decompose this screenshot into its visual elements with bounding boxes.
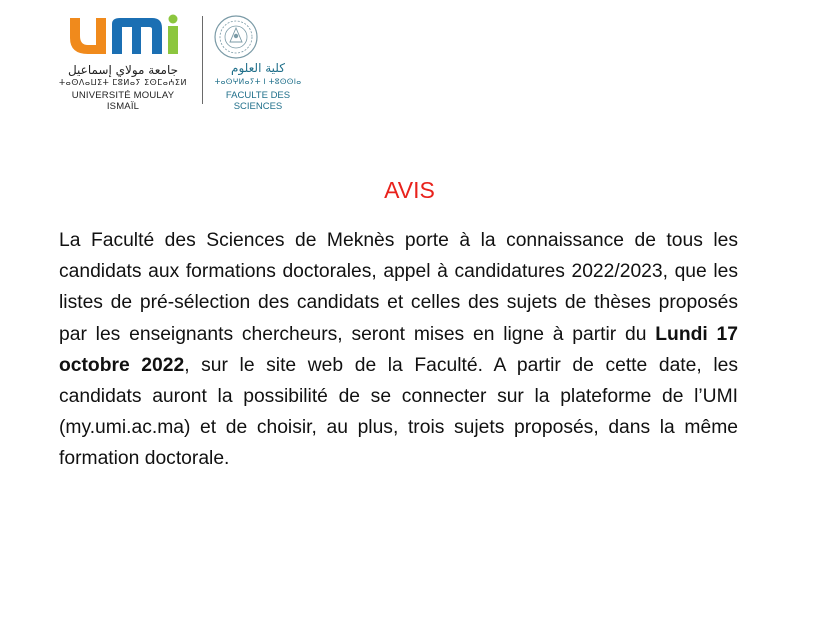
umi-arabic-name: جامعة مولاي إسماعيل: [67, 63, 179, 77]
faculty-french-name: FACULTE DES SCIENCES: [225, 90, 291, 112]
faculty-seal-icon: [213, 14, 259, 60]
notice-body-part1: La Faculté des Sciences de Meknès porte à la connaissance de tous les candidats aux formations doctorales, appel à candidatures 2022/2023, que les listes de pré-sélection des candidats et celles des sujets de thèses proposés par les enseignants chercheurs, seront mises en ligne à partir du: [59, 230, 738, 345]
notice-body: [59, 225, 738, 475]
umi-wordmark-logo: [66, 14, 186, 58]
logo-divider: [202, 16, 203, 104]
faculty-arabic-name: كلية العلوم: [231, 61, 285, 75]
umi-tifinagh-name: ⵜⴰⵙⴷⴰⵡⵉⵜ ⵎⵓⵍⴰⵢ ⵉⵙⵎⴰⵄⵉⵍ: [59, 78, 187, 87]
umi-french-name: UNIVERSITÉ MOULAY ISMAÏL: [71, 90, 175, 112]
faculty-tifinagh-name: ⵜⴰⵙⵖⵍⴰⵢⵜ ⵏ ⵜⵓⵙⵙⵏⴰ: [214, 77, 302, 86]
notice-body-part2: , sur le site web de la Faculté. A partir de cette date, les candidats auront la possibilité de se connecter sur la plateforme de l’UMI (my.umi.ac.ma) et de choisir, au plus, trois sujets proposés, dans la même formation doctorale.: [59, 354, 738, 470]
notice-title: AVIS: [384, 177, 435, 203]
header-logos: [56, 12, 316, 112]
notice-date-bold: Lundi 17 octobre 2022: [59, 323, 738, 376]
